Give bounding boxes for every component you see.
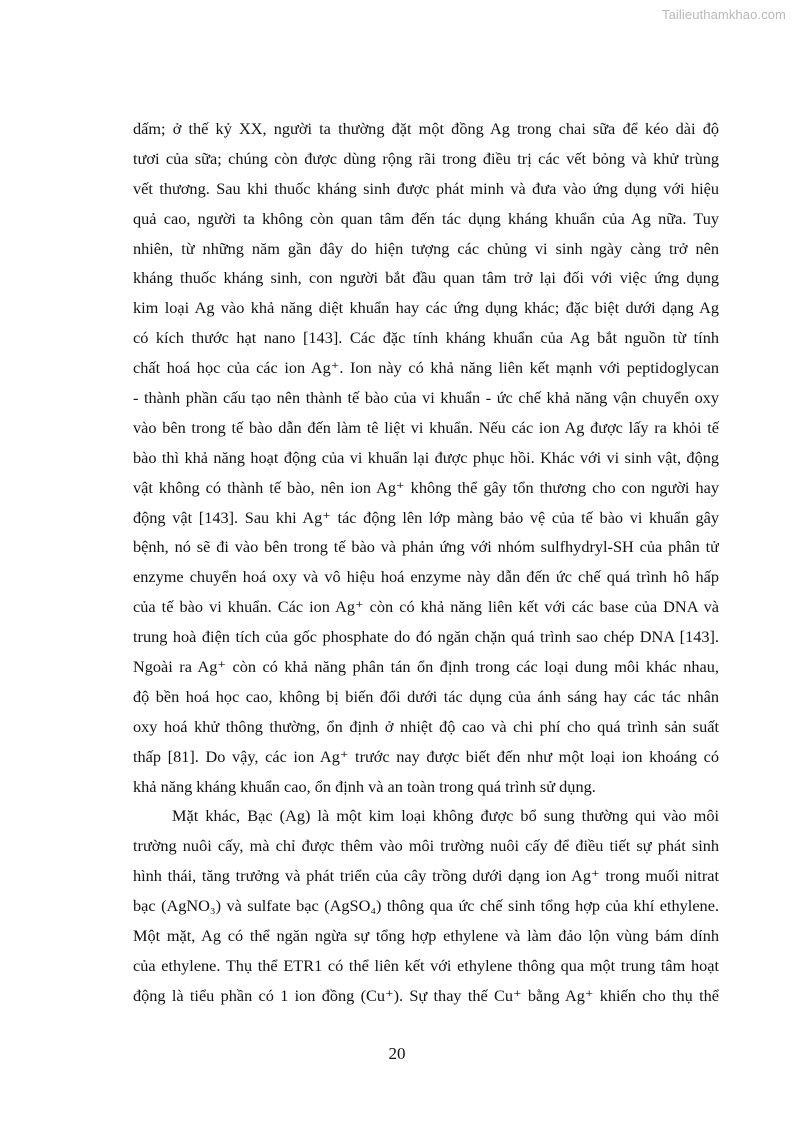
- text-line: của ethylene. Thụ thể ETR1 có thể liên kết với ethylene thông qua một trung tâm hoạt: [133, 955, 719, 975]
- text-line: Một mặt, Ag có thể ngăn ngừa sự tổng hợp ethylene và làm đảo lộn vùng bám dính: [133, 926, 719, 946]
- page-number: 20: [388, 1044, 406, 1063]
- body-text: [133, 114, 719, 1011]
- text-line: bệnh, nó sẽ đi vào bên trong tế bào và phản ứng với nhóm sulfhydryl-SH của phân tử: [133, 537, 719, 557]
- text-line: vào bên trong tế bào dẫn đến làm tê liệt vi khuẩn. Nếu các ion Ag được lấy ra khỏi tế: [133, 417, 719, 437]
- text-line: vết thương. Sau khi thuốc kháng sinh được phát minh và đưa vào ứng dụng với hiệu: [133, 178, 719, 198]
- text-line: độ bền hoá học cao, không bị biến đổi dưới tác dụng của ánh sáng hay các tác nhân: [133, 686, 719, 706]
- text-line: có kích thước hạt nano [143]. Các đặc tính kháng khuẩn của Ag bắt nguồn từ tính: [133, 328, 719, 348]
- text-line: trường nuôi cấy, mà chỉ được thêm vào môi trường nuôi cấy để điều tiết sự phát sinh: [133, 836, 719, 856]
- watermark: Tailieuthamkhao.com: [661, 7, 786, 22]
- text-line: khả năng kháng khuẩn cao, ổn định và an toàn trong quá trình sử dụng.: [133, 776, 596, 796]
- text-line: thấp [81]. Do vậy, các ion Ag⁺ trước nay được biết đến như một loại ion khoáng có: [133, 746, 719, 766]
- text-line: động là tiểu phần có 1 ion đồng (Cu⁺). Sự thay thế Cu⁺ bằng Ag⁺ khiến cho thụ thể: [133, 985, 719, 1005]
- text-line: tươi của sữa; chúng còn được dùng rộng rãi trong điều trị các vết bỏng và khử trùng: [133, 148, 719, 168]
- text-line: vật không có thành tế bào, nên ion Ag⁺ không thể gây tổn thương cho con người hay: [133, 477, 719, 497]
- text-line: quả cao, người ta không còn quan tâm đến tác dụng kháng khuẩn của Ag nữa. Tuy: [133, 208, 719, 228]
- text-line: Ngoài ra Ag⁺ còn có khả năng phân tán ổn định trong các loại dung môi khác nhau,: [133, 657, 719, 677]
- text-line: chất hoá học của các ion Ag⁺. Ion này có khả năng liên kết mạnh với peptidoglycan: [133, 358, 719, 378]
- text-line: oxy hoá khử thông thường, ổn định ở nhiệt độ cao và chi phí cho quá trình sản suất: [133, 716, 719, 736]
- text-line: động vật [143]. Sau khi Ag⁺ tác động lên lớp màng bảo vệ của tế bào vi khuẩn gây: [133, 507, 719, 527]
- text-line: hình thái, tăng trưởng và phát triển của cây trồng dưới dạng ion Ag⁺ trong muối nitrat: [133, 866, 719, 886]
- text-line: nhiên, từ những năm gần đây do hiện tượng các chủng vi sinh ngày càng trở nên: [133, 238, 719, 258]
- text-line: - thành phần cấu tạo nên thành tế bào của vi khuẩn - ức chế khả năng vận chuyển oxy: [133, 388, 719, 408]
- text-line: kim loại Ag vào khả năng diệt khuẩn hay các ứng dụng khác; đặc biệt dưới dạng Ag: [133, 298, 719, 318]
- text-line: bạc (AgNO₃) và sulfate bạc (AgSO₄) thông qua ức chế sinh tổng hợp của khí ethylene.: [133, 896, 719, 916]
- text-line: enzyme chuyển hoá oxy và vô hiệu hoá enzyme này dẫn đến ức chế quá trình hô hấp: [133, 567, 719, 587]
- text-line: kháng thuốc kháng sinh, con người bắt đầu quan tâm trở lại đối với việc ứng dụng: [133, 268, 719, 288]
- text-line: của tế bào vi khuẩn. Các ion Ag⁺ còn có khả năng liên kết với các base của DNA và: [133, 597, 719, 617]
- text-line: dấm; ở thế kỷ XX, người ta thường đặt một đồng Ag trong chai sữa để kéo dài độ: [133, 119, 719, 138]
- text-line: Mặt khác, Bạc (Ag) là một kim loại không được bổ sung thường qui vào môi: [172, 806, 719, 826]
- text-line: bào thì khả năng hoạt động của vi khuẩn lại được phục hồi. Khác với vi sinh vật, động: [133, 447, 719, 467]
- text-line: trung hoà điện tích của gốc phosphate do đó ngăn chặn quá trình sao chép DNA [143].: [133, 627, 719, 647]
